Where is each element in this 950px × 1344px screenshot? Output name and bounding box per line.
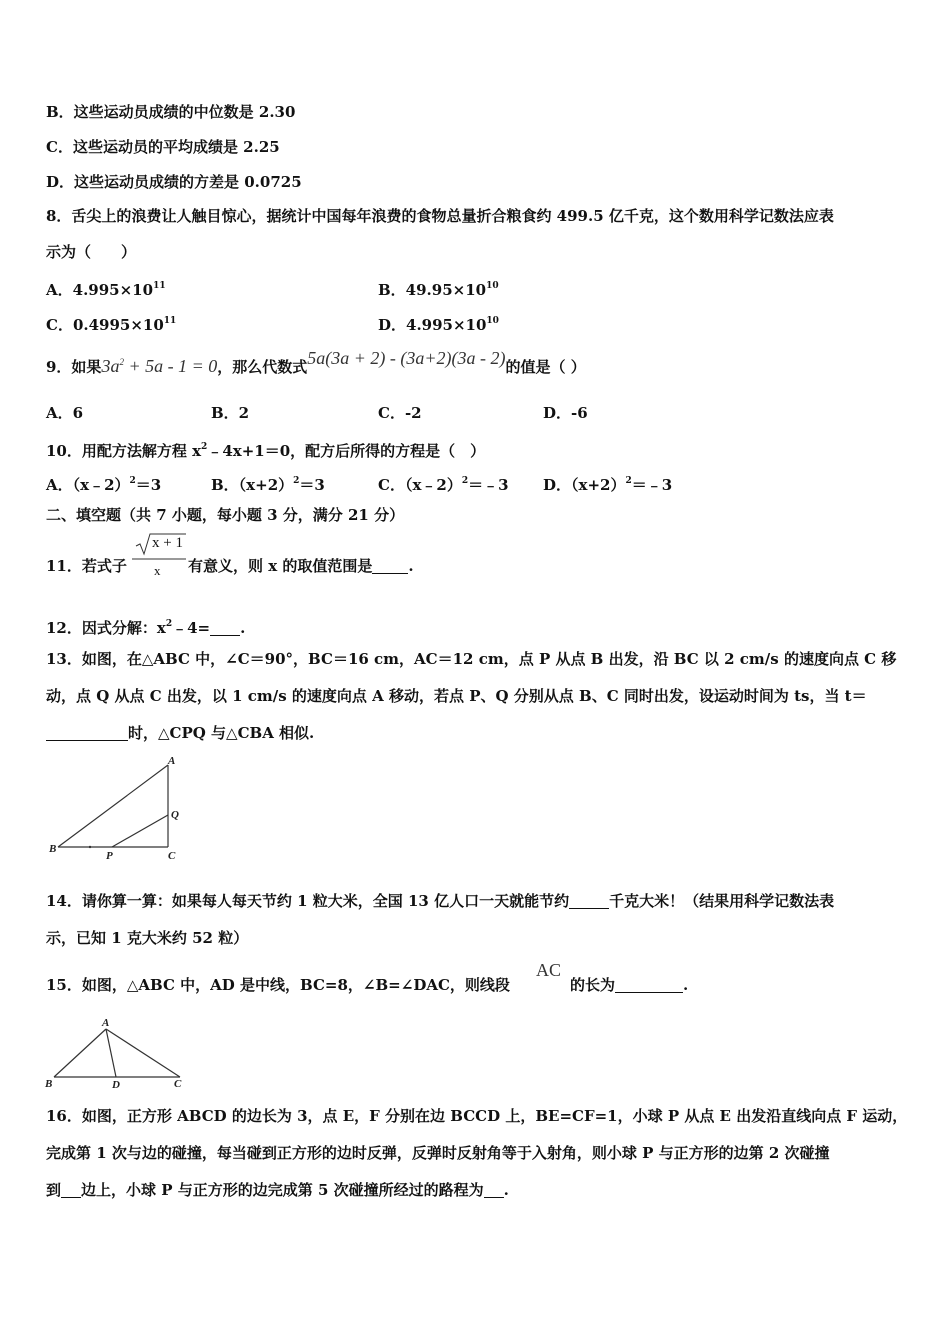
q16-stem-line1: 16．如图，正方形 ABCD 的边长为 3，点 E，F 分别在边 BCCD 上，BE=CF=1，小球 P 从点 E 出发沿直线向点 F 运动， [46, 1107, 908, 1125]
q13-figure [40, 755, 190, 867]
q13-answer-blank[interactable] [46, 726, 128, 741]
q11-numerator: x + 1 [152, 535, 183, 551]
q10-option-a: A．（x﹣2）$^2$＝3 [46, 476, 162, 494]
q11-prefix: 11．若式子 [46, 557, 127, 575]
q15-stem: 15．如图，△ABC 中，AD 是中线，BC=8，∠B=∠DAC，则线段 [46, 976, 510, 994]
q9-option-a: A．6 [46, 404, 84, 422]
q13-stem-line2: 动，点 Q 从点 C 出发，以 1 cm/s 的速度向点 A 移动，若点 P、Q 分别从点 B、C 同时出发，设运动时间为 ts，当 t＝ [46, 687, 867, 705]
q13-label-p: P [106, 850, 113, 862]
q13-stem-line3: 时，△CPQ 与△CBA 相似. [46, 723, 314, 743]
q11-denominator: x [154, 563, 161, 578]
q13-label-q: Q [171, 809, 179, 821]
q13-label-a: A [168, 755, 176, 767]
q16-answer-blank-2[interactable] [484, 1183, 504, 1198]
q12-stem: 12．因式分解：$x^2﹣4=$ . [46, 619, 246, 637]
q11-suffix: 有意义，则 x 的取值范围是 . [188, 557, 414, 575]
q10-option-c: C．（x﹣2）$^2$＝﹣3 [378, 476, 509, 494]
q15-label-d: D [112, 1079, 120, 1091]
q14-stem-line1: 14．请你算一算：如果每人每天节约 1 粒大米，全国 13 亿人口一天就能节约 千克大米！（结果用科学记数法表 [46, 892, 835, 910]
q15-label-b: B [45, 1078, 53, 1090]
q11-answer-blank[interactable] [372, 559, 408, 574]
q16-stem-line3: 到 边上，小球 P 与正方形的边完成第 5 次碰撞所经过的路程为 . [46, 1181, 509, 1199]
q15-suffix: 的长为 . [570, 976, 689, 994]
q8-option-a: A．$4.995\times 10^{11}$ [46, 281, 166, 299]
q15-label-a: A [102, 1017, 110, 1029]
q7-option-c: C．这些运动员的平均成绩是 2.25 [46, 138, 280, 156]
q8-option-d: D．$4.995\times 10^{10}$ [378, 316, 499, 334]
q8-stem-line2: 示为（ ） [46, 243, 137, 261]
q9-option-c: C．-2 [378, 404, 422, 422]
q9-option-b: B．2 [211, 404, 250, 422]
q15-figure [40, 1015, 190, 1091]
q7-option-b: B．这些运动员成绩的中位数是 2.30 [46, 103, 296, 121]
q8-stem-line1: 8．舌尖上的浪费让人触目惊心，据统计中国每年浪费的食物总量折合粮食约 499.5 亿千克，这个数用科学记数法应表 [46, 207, 834, 225]
q8-option-c: C．$0.4995\times 10^{11}$ [46, 316, 177, 334]
q10-stem: 10．用配方法解方程 $x^2﹣4x+1=0$，配方后所得的方程是（ ） [46, 442, 486, 460]
q14-stem-line2: 示，已知 1 克大米约 52 粒） [46, 929, 249, 947]
q11-fraction [130, 532, 188, 582]
q9-expression: 5a(3a + 2) - (3a+2)(3a - 2) [307, 348, 506, 368]
q15-label-c: C [174, 1078, 182, 1090]
q13-label-c: C [168, 850, 176, 862]
q9-condition: $3a^2 + 5a - 1 = 0$ [101, 356, 218, 376]
q16-answer-blank-1[interactable] [61, 1183, 81, 1198]
q8-option-b: B．$49.95\times 10^{10}$ [378, 281, 499, 299]
q13-label-b: B [49, 843, 57, 855]
q7-option-d: D．这些运动员成绩的方差是 0.0725 [46, 173, 302, 191]
q16-stem-line2: 完成第 1 次与边的碰撞，每当碰到正方形的边时反弹，反弹时反射角等于入射角，则小球 P 与正方形的边第 2 次碰撞 [46, 1144, 830, 1162]
q10-option-d: D．$(x+2)^2=﹣3$ [543, 476, 673, 494]
q9-stem: 9．如果$3a^2 + 5a - 1 = 0$，那么代数式5a(3a + 2) - (3a+2)(3a - 2)的值是（ ） [46, 348, 586, 376]
q12-answer-blank[interactable] [210, 621, 240, 636]
section-heading: 二、填空题（共 7 小题，每小题 3 分，满分 21 分） [46, 506, 405, 524]
q13-stem-line1: 13．如图，在△ABC 中，∠C＝90°，BC＝16 cm，AC＝12 cm，点 P 从点 B 出发，沿 BC 以 2 cm/s 的速度向点 C 移 [46, 650, 897, 668]
q10-option-b: B．$(x+2)^2=3$ [211, 476, 325, 494]
q15-segment: AC [536, 960, 562, 980]
q14-answer-blank[interactable] [569, 894, 609, 909]
q9-option-d: D．-6 [543, 404, 588, 422]
q15-answer-blank[interactable] [615, 978, 683, 993]
